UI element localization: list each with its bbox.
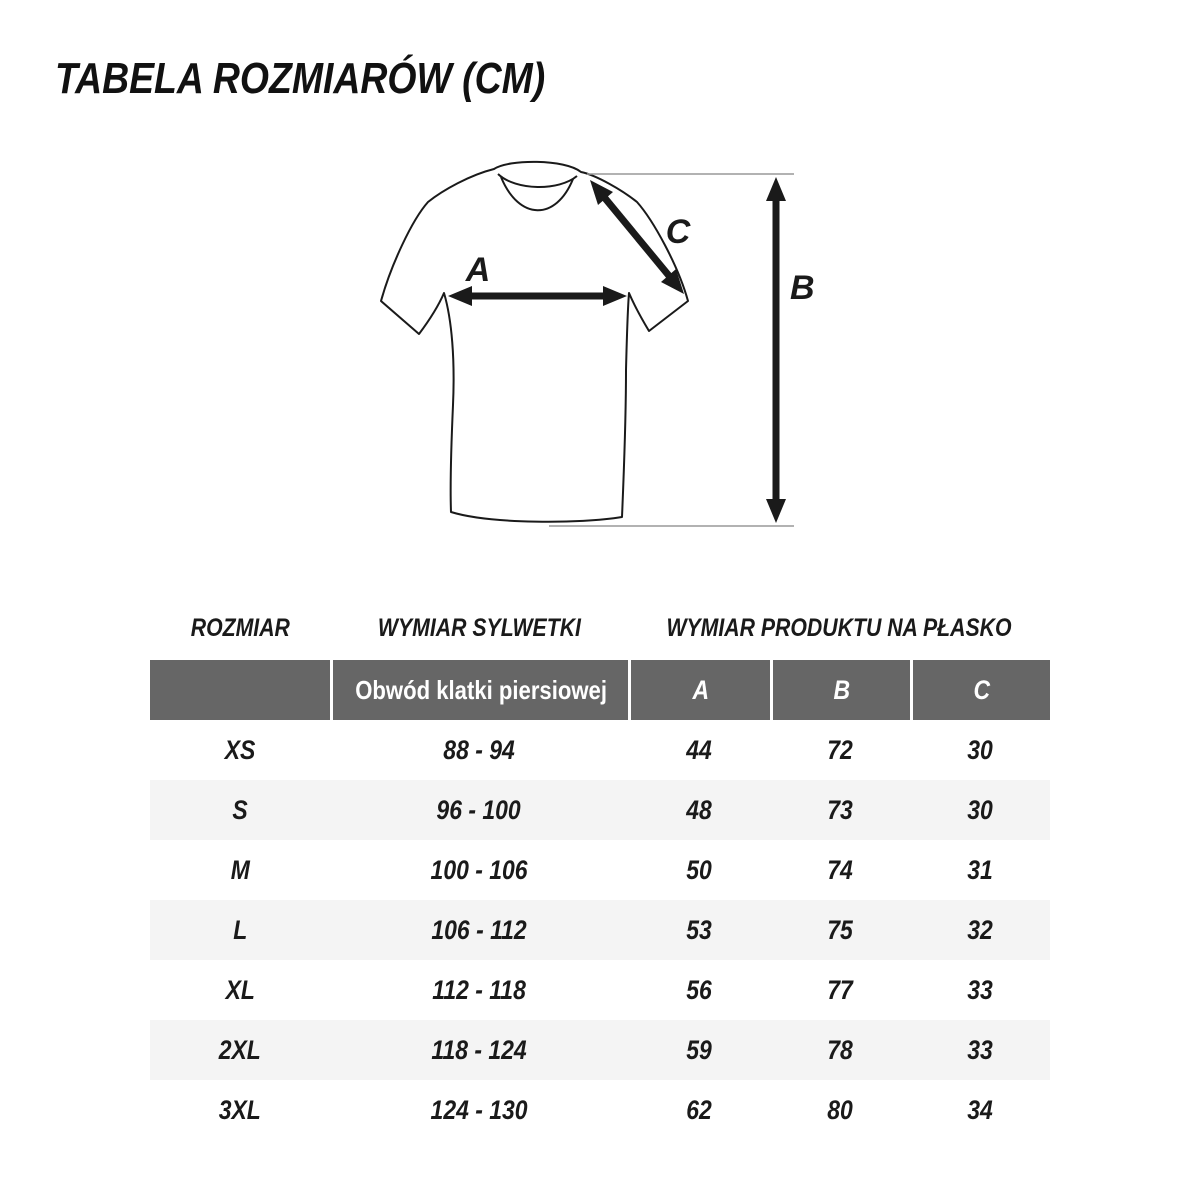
cell-a: 62	[686, 1095, 712, 1125]
cell-size: L	[232, 915, 248, 945]
cell-c: 34	[967, 1095, 993, 1125]
cell-size: S	[232, 795, 248, 825]
tshirt-outline-icon	[381, 162, 688, 522]
cell-size: M	[230, 855, 250, 885]
table-row-2xl	[150, 1020, 1050, 1080]
group-header-wymiar-sylwetki: WYMIAR SYLWETKI	[377, 614, 581, 642]
tshirt-measurement-diagram	[330, 140, 830, 560]
cell-chest: 118 - 124	[431, 1035, 527, 1065]
cell-a: 59	[686, 1035, 712, 1065]
table-header-row	[150, 660, 1050, 720]
measure-b-arrow	[766, 177, 786, 523]
cell-chest: 106 - 112	[431, 915, 527, 945]
cell-b: 78	[827, 1035, 853, 1065]
page-title	[55, 54, 632, 104]
group-header-wymiar-produktu: WYMIAR PRODUKTU NA PŁASKO	[666, 614, 1012, 642]
table-row-l	[150, 900, 1050, 960]
cell-chest: 112 - 118	[432, 975, 526, 1005]
table-row-3xl	[150, 1080, 1050, 1140]
cell-b: 75	[827, 915, 853, 945]
cell-chest: 88 - 94	[443, 735, 515, 765]
cell-a: 44	[686, 735, 712, 765]
cell-c: 31	[967, 855, 993, 885]
cell-c: 32	[967, 915, 993, 945]
table-row-s	[150, 780, 1050, 840]
header-cell-c: C	[910, 660, 1050, 720]
measure-b-label: B	[790, 269, 815, 307]
cell-a: 48	[686, 795, 712, 825]
header-cell-chest: Obwód klatki piersiowej	[330, 660, 628, 720]
cell-c: 33	[967, 1035, 993, 1065]
table-row-m	[150, 840, 1050, 900]
cell-b: 74	[827, 855, 853, 885]
cell-size: 2XL	[218, 1035, 262, 1065]
measure-a-label: A	[465, 251, 491, 289]
header-cell-size	[150, 660, 330, 720]
size-table	[150, 660, 1050, 1140]
cell-b: 77	[827, 975, 853, 1005]
cell-a: 50	[686, 855, 712, 885]
cell-chest: 100 - 106	[430, 855, 528, 885]
group-header-rozmiar: ROZMIAR	[190, 614, 290, 642]
cell-b: 72	[827, 735, 853, 765]
table-row-xs	[150, 720, 1050, 780]
cell-b: 80	[827, 1095, 853, 1125]
cell-size: XL	[225, 975, 255, 1005]
header-cell-a: A	[628, 660, 770, 720]
cell-a: 53	[686, 915, 712, 945]
table-row-xl	[150, 960, 1050, 1020]
table-body	[150, 720, 1050, 1140]
cell-a: 56	[686, 975, 712, 1005]
cell-c: 30	[967, 795, 993, 825]
cell-c: 33	[967, 975, 993, 1005]
cell-c: 30	[967, 735, 993, 765]
cell-b: 73	[827, 795, 853, 825]
header-cell-b: B	[770, 660, 910, 720]
cell-size: XS	[224, 735, 256, 765]
cell-chest: 124 - 130	[430, 1095, 528, 1125]
cell-size: 3XL	[218, 1095, 262, 1125]
measure-c-label: C	[665, 213, 691, 251]
cell-chest: 96 - 100	[436, 795, 522, 825]
page-title-text: TABELA ROZMIARÓW (CM)	[55, 54, 546, 103]
